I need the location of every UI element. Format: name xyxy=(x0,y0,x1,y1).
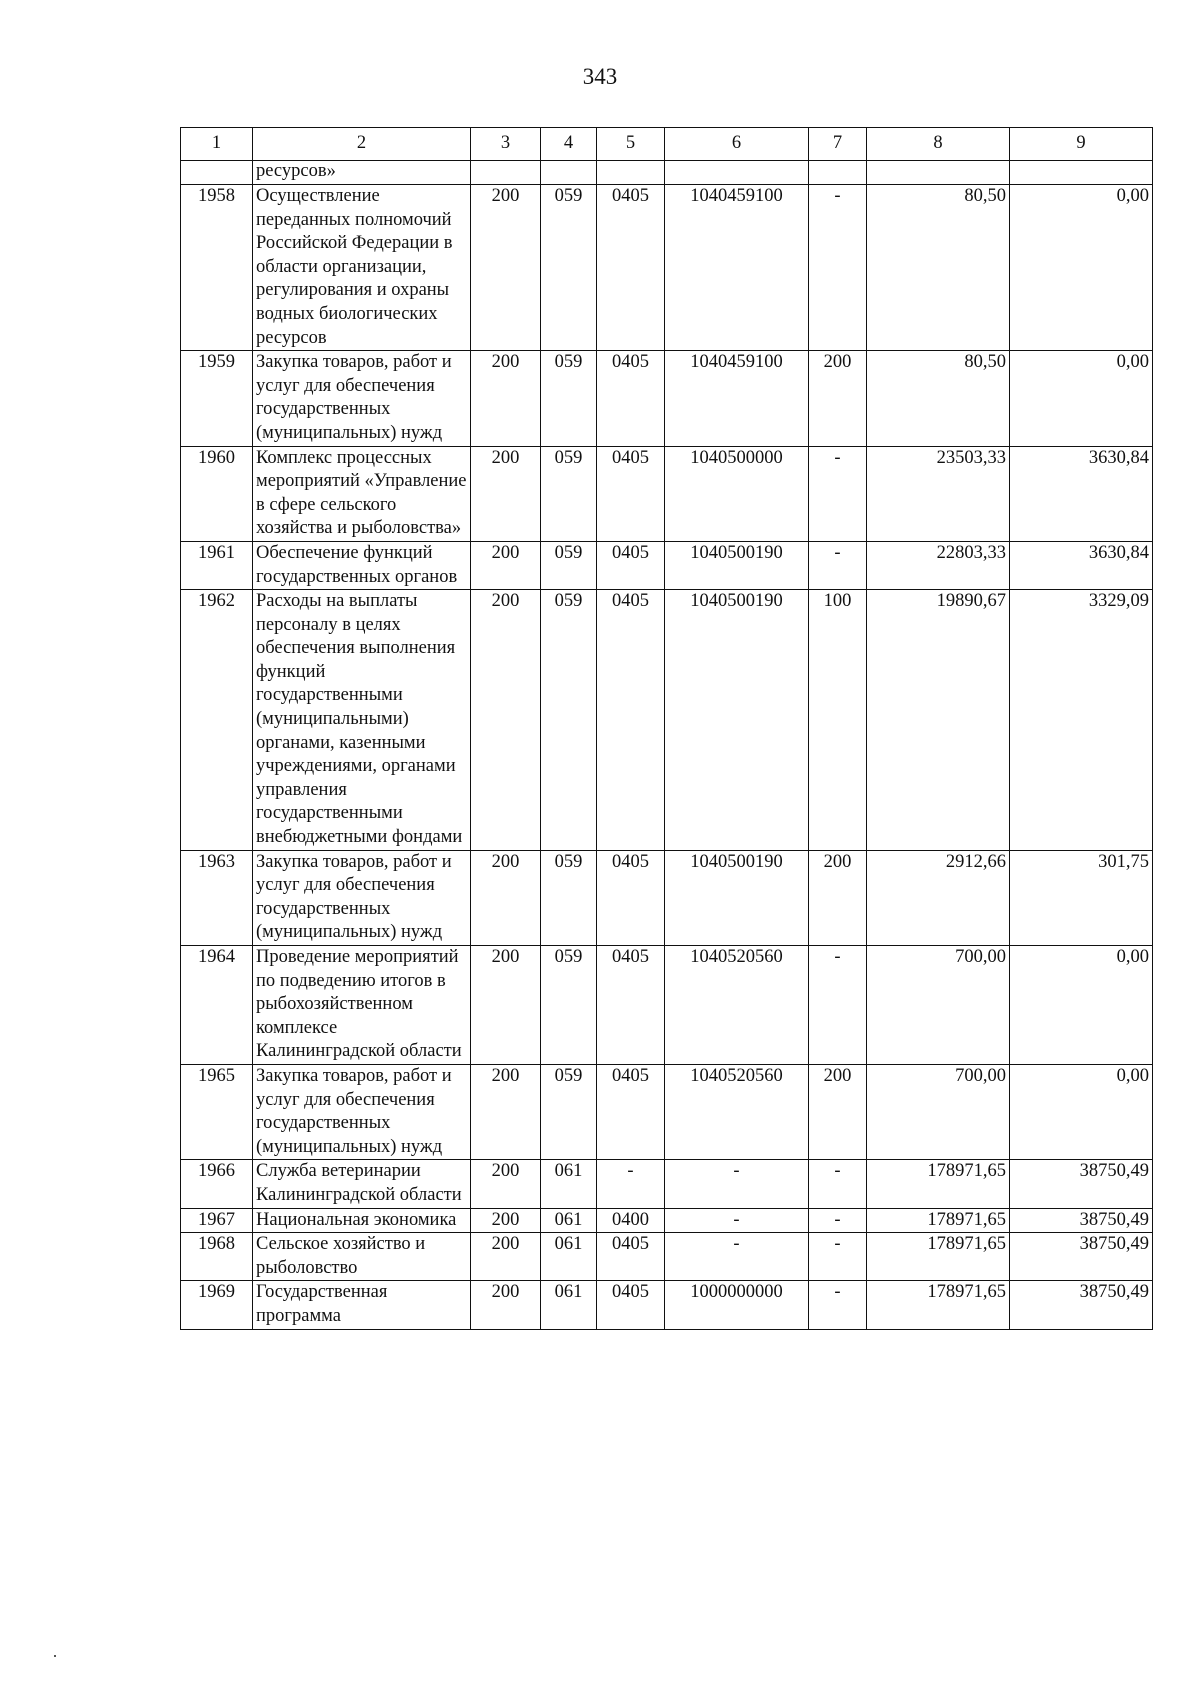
col-header-8: 8 xyxy=(867,128,1010,161)
cell xyxy=(867,161,1010,185)
cell-col-5: 0405 xyxy=(597,351,665,446)
cell-row-number: 1960 xyxy=(181,446,253,541)
cell-col-4: 059 xyxy=(541,185,597,351)
cell-col-3: 200 xyxy=(471,590,541,851)
cell-col-7: - xyxy=(809,1160,867,1208)
cell-col-8: 178971,65 xyxy=(867,1233,1010,1281)
cell xyxy=(471,161,541,185)
cell-col-7: - xyxy=(809,946,867,1065)
cell-name: Закупка товаров, работ и услуг для обеспечения государственных (муниципальных) нужд xyxy=(253,1064,471,1159)
page-number: 343 xyxy=(582,64,618,89)
table-row xyxy=(181,590,1153,851)
cell-col-9: 0,00 xyxy=(1010,946,1153,1065)
cell-row-number: 1963 xyxy=(181,850,253,945)
cell-name: Национальная экономика xyxy=(253,1208,471,1233)
cell-col-7: - xyxy=(809,1281,867,1329)
cell-col-7: - xyxy=(809,541,867,589)
cell-col-8: 2912,66 xyxy=(867,850,1010,945)
cell xyxy=(665,161,809,185)
cell-col-5: 0405 xyxy=(597,541,665,589)
cell-name: Государственная программа xyxy=(253,1281,471,1329)
cell-col-8: 80,50 xyxy=(867,351,1010,446)
cell-col-4: 059 xyxy=(541,1064,597,1159)
cell-col-9: 3630,84 xyxy=(1010,446,1153,541)
cell-col-6: - xyxy=(665,1160,809,1208)
cell-name: Сельское хозяйство и рыболовство xyxy=(253,1233,471,1281)
col-header-1: 1 xyxy=(181,128,253,161)
cell-col-3: 200 xyxy=(471,351,541,446)
cell-col-4: 059 xyxy=(541,541,597,589)
cell-col-4: 059 xyxy=(541,590,597,851)
col-header-3: 3 xyxy=(471,128,541,161)
cell-name: ресурсов» xyxy=(253,161,471,185)
cell-col-3: 200 xyxy=(471,1208,541,1233)
cell-col-8: 23503,33 xyxy=(867,446,1010,541)
cell-row-number: 1964 xyxy=(181,946,253,1065)
cell-col-8: 700,00 xyxy=(867,946,1010,1065)
cell-col-9: 3329,09 xyxy=(1010,590,1153,851)
cell-col-3: 200 xyxy=(471,1160,541,1208)
cell-col-6: 1040500190 xyxy=(665,850,809,945)
cell-col-4: 059 xyxy=(541,850,597,945)
cell-name: Осуществление переданных полномочий Российской Федерации в области организации, регулирования и охраны водных биологических ресурсов xyxy=(253,185,471,351)
table-row xyxy=(181,446,1153,541)
cell-col-3: 200 xyxy=(471,946,541,1065)
cell-col-7: - xyxy=(809,446,867,541)
cell-col-6: 1040459100 xyxy=(665,185,809,351)
cell-col-9: 3630,84 xyxy=(1010,541,1153,589)
cell-name: Расходы на выплаты персоналу в целях обеспечения выполнения функций государственными (муниципальными) органами, казенными учреждениями, органами управления государственными внебюджетными фондами xyxy=(253,590,471,851)
cell-row-number: 1967 xyxy=(181,1208,253,1233)
cell-col-3: 200 xyxy=(471,446,541,541)
cell-col-9: 38750,49 xyxy=(1010,1281,1153,1329)
cell-col-4: 059 xyxy=(541,446,597,541)
cell-row-number: 1965 xyxy=(181,1064,253,1159)
cell-col-8: 19890,67 xyxy=(867,590,1010,851)
cell-col-8: 178971,65 xyxy=(867,1208,1010,1233)
cell xyxy=(1010,161,1153,185)
cell-col-9: 0,00 xyxy=(1010,185,1153,351)
cell-col-3: 200 xyxy=(471,541,541,589)
table-row xyxy=(181,850,1153,945)
cell-col-6: 1040520560 xyxy=(665,946,809,1065)
cell-col-7: 200 xyxy=(809,1064,867,1159)
cell-col-8: 178971,65 xyxy=(867,1160,1010,1208)
cell-col-6: 1040500000 xyxy=(665,446,809,541)
cell-col-5: - xyxy=(597,1160,665,1208)
col-header-9: 9 xyxy=(1010,128,1153,161)
cell-col-3: 200 xyxy=(471,850,541,945)
cell-name: Закупка товаров, работ и услуг для обеспечения государственных (муниципальных) нужд xyxy=(253,850,471,945)
cell-col-6: - xyxy=(665,1233,809,1281)
cell-col-8: 700,00 xyxy=(867,1064,1010,1159)
table-row xyxy=(181,1281,1153,1329)
cell-col-9: 38750,49 xyxy=(1010,1160,1153,1208)
cell-col-5: 0405 xyxy=(597,850,665,945)
cell-col-4: 061 xyxy=(541,1160,597,1208)
cell-col-4: 061 xyxy=(541,1233,597,1281)
cell-col-7: - xyxy=(809,1233,867,1281)
cell xyxy=(541,161,597,185)
cell-name: Обеспечение функций государственных органов xyxy=(253,541,471,589)
cell-col-8: 80,50 xyxy=(867,185,1010,351)
col-header-5: 5 xyxy=(597,128,665,161)
cell-col-5: 0405 xyxy=(597,1064,665,1159)
cell-col-3: 200 xyxy=(471,1233,541,1281)
cell-name: Комплекс процессных мероприятий «Управление в сфере сельского хозяйства и рыболовства» xyxy=(253,446,471,541)
scan-speck xyxy=(54,1655,56,1657)
cell-col-4: 061 xyxy=(541,1281,597,1329)
cell-row-number: 1959 xyxy=(181,351,253,446)
cell-col-7: 200 xyxy=(809,351,867,446)
cell-col-5: 0405 xyxy=(597,946,665,1065)
cell-col-7: 200 xyxy=(809,850,867,945)
table-row xyxy=(181,351,1153,446)
cell-col-6: 1040520560 xyxy=(665,1064,809,1159)
cell-row-number: 1958 xyxy=(181,185,253,351)
cell xyxy=(809,161,867,185)
cell-col-5: 0405 xyxy=(597,1233,665,1281)
table-row xyxy=(181,1160,1153,1208)
cell-col-3: 200 xyxy=(471,1281,541,1329)
cell-col-9: 0,00 xyxy=(1010,351,1153,446)
table-row xyxy=(181,185,1153,351)
col-header-7: 7 xyxy=(809,128,867,161)
cell-col-5: 0405 xyxy=(597,1281,665,1329)
cell-col-8: 178971,65 xyxy=(867,1281,1010,1329)
cell xyxy=(181,161,253,185)
cell-name: Служба ветеринарии Калининградской области xyxy=(253,1160,471,1208)
cell-col-6: 1040500190 xyxy=(665,541,809,589)
cell-name: Проведение мероприятий по подведению итогов в рыбохозяйственном комплексе Калининградской области xyxy=(253,946,471,1065)
continuation-row xyxy=(181,161,1153,185)
cell-col-9: 38750,49 xyxy=(1010,1233,1153,1281)
cell-col-5: 0405 xyxy=(597,446,665,541)
table-row xyxy=(181,1208,1153,1233)
cell xyxy=(597,161,665,185)
cell-col-7: - xyxy=(809,185,867,351)
cell-col-6: 1040459100 xyxy=(665,351,809,446)
table-row xyxy=(181,946,1153,1065)
cell-col-5: 0405 xyxy=(597,185,665,351)
cell-col-7: - xyxy=(809,1208,867,1233)
cell-col-9: 0,00 xyxy=(1010,1064,1153,1159)
col-header-4: 4 xyxy=(541,128,597,161)
table-row xyxy=(181,541,1153,589)
cell-col-4: 061 xyxy=(541,1208,597,1233)
cell-name: Закупка товаров, работ и услуг для обеспечения государственных (муниципальных) нужд xyxy=(253,351,471,446)
cell-col-5: 0400 xyxy=(597,1208,665,1233)
cell-col-6: 1040500190 xyxy=(665,590,809,851)
cell-col-9: 301,75 xyxy=(1010,850,1153,945)
cell-col-7: 100 xyxy=(809,590,867,851)
table-row xyxy=(181,1233,1153,1281)
cell-row-number: 1968 xyxy=(181,1233,253,1281)
cell-col-3: 200 xyxy=(471,1064,541,1159)
cell-row-number: 1969 xyxy=(181,1281,253,1329)
budget-table xyxy=(180,127,1153,1330)
cell-row-number: 1962 xyxy=(181,590,253,851)
header-row xyxy=(181,128,1153,161)
cell-col-4: 059 xyxy=(541,946,597,1065)
cell-col-4: 059 xyxy=(541,351,597,446)
cell-col-8: 22803,33 xyxy=(867,541,1010,589)
cell-row-number: 1961 xyxy=(181,541,253,589)
col-header-2: 2 xyxy=(253,128,471,161)
cell-col-5: 0405 xyxy=(597,590,665,851)
cell-col-9: 38750,49 xyxy=(1010,1208,1153,1233)
col-header-6: 6 xyxy=(665,128,809,161)
cell-col-3: 200 xyxy=(471,185,541,351)
cell-col-6: 1000000000 xyxy=(665,1281,809,1329)
cell-col-6: - xyxy=(665,1208,809,1233)
cell-row-number: 1966 xyxy=(181,1160,253,1208)
table-row xyxy=(181,1064,1153,1159)
